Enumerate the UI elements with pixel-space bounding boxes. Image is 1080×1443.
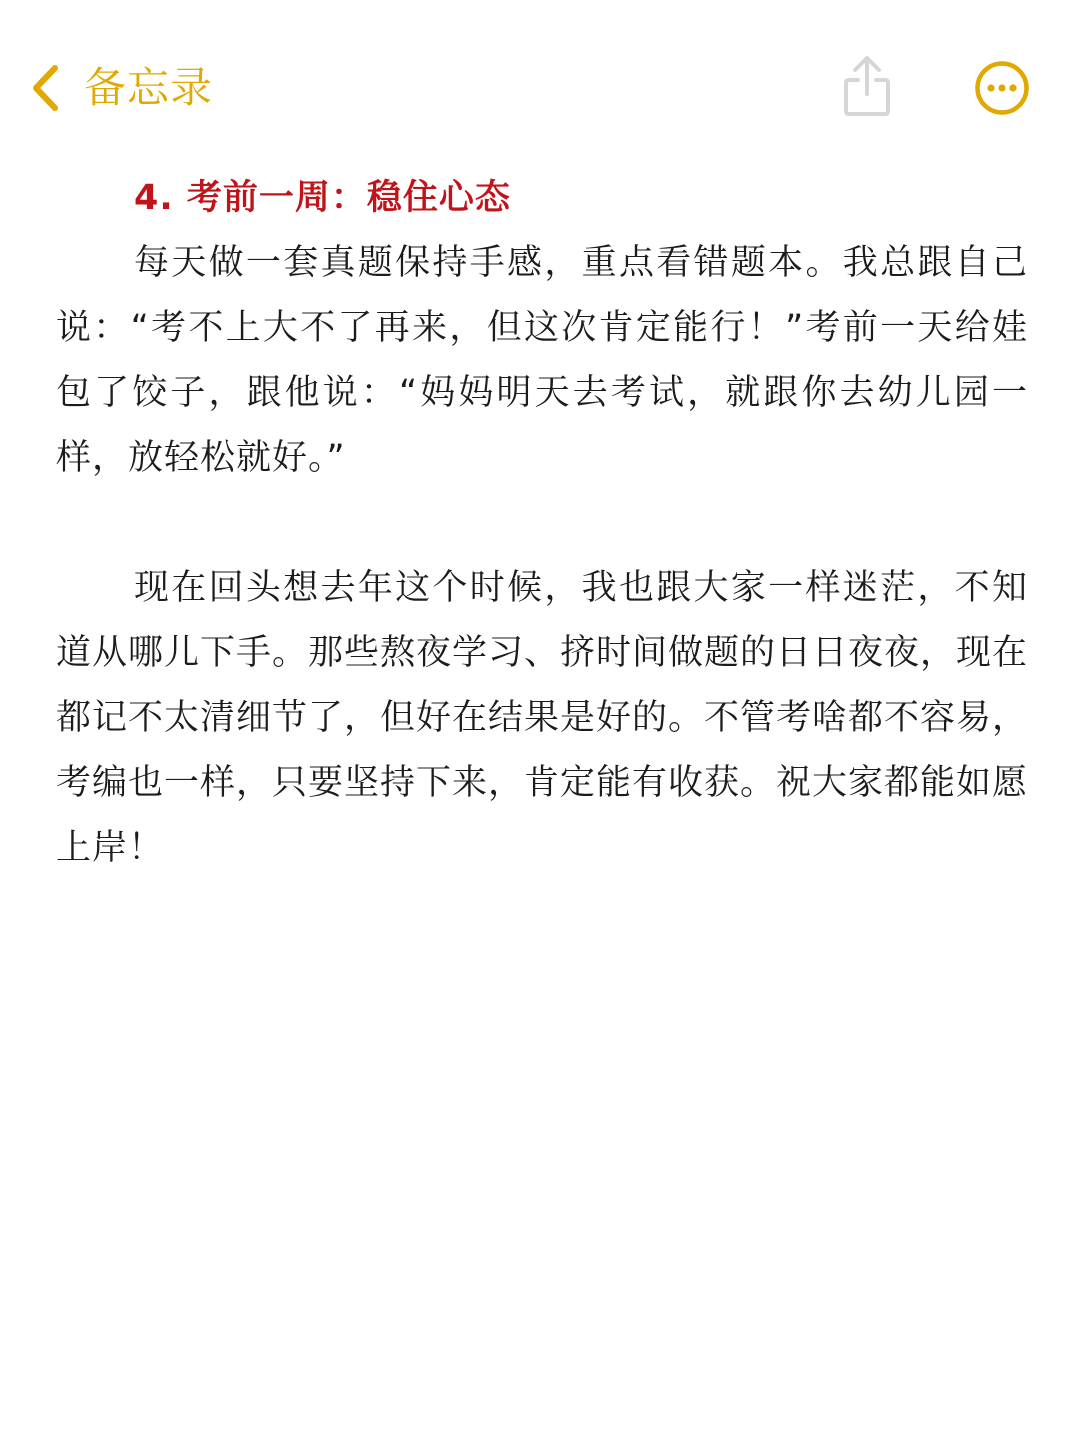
paragraph-1: 每天做一套真题保持手感，重点看错题本。我总跟自己说：“考不上大不了再来，但这次肯定能行！”考前一天给娃包了饺子，跟他说：“妈妈明天去考试，就跟你去幼儿园一样，放轻松就好。”	[56, 243, 1028, 478]
share-button[interactable]	[840, 54, 894, 120]
section-heading: 4. 考前一周：稳住心态	[134, 178, 511, 218]
chevron-left-icon	[28, 63, 62, 113]
share-icon	[840, 54, 894, 120]
note-content[interactable]	[56, 166, 1028, 881]
back-label: 备忘录	[84, 63, 214, 112]
back-button[interactable]	[28, 58, 213, 118]
ellipsis-circle-icon	[974, 60, 1030, 116]
paragraph-2: 现在回头想去年这个时候，我也跟大家一样迷茫，不知道从哪儿下手。那些熬夜学习、挤时间做题的日日夜夜，现在都记不太清细节了，但好在结果是好的。不管考啥都不容易，考编也一样，只要坚持下来，肯定能有收获。祝大家都能如愿上岸！	[56, 568, 1029, 868]
more-options-button[interactable]	[974, 60, 1030, 116]
paragraph-spacer	[56, 491, 1028, 556]
navigation-bar	[0, 0, 1080, 150]
